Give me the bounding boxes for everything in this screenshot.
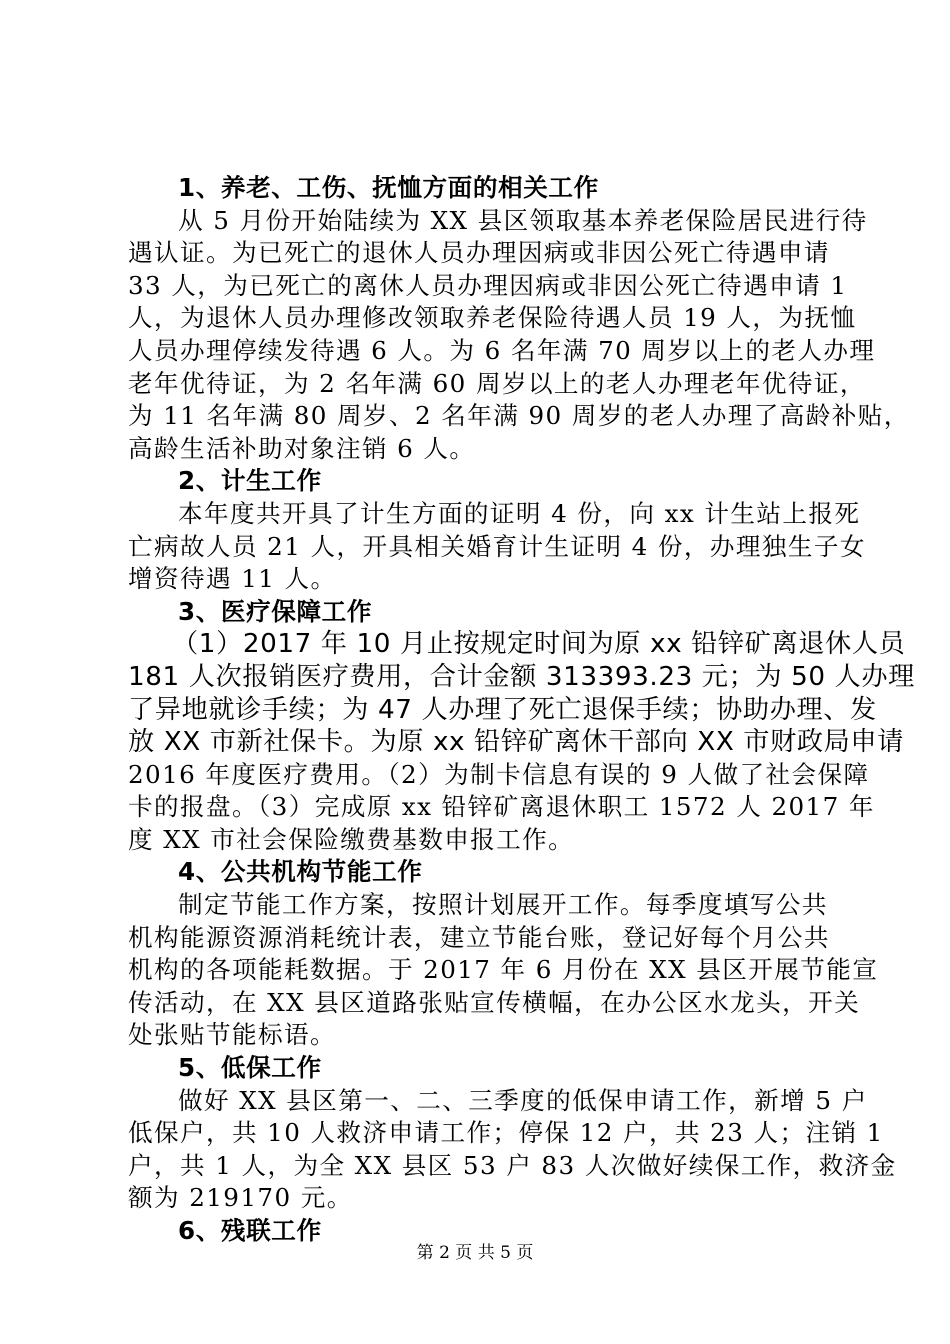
paragraph-line: 额为 219170 元。: [128, 1183, 353, 1213]
paragraph-line: 机构的各项能耗数据。于 2017 年 6 月份在 XX 县区开展节能宣: [128, 955, 879, 985]
section-heading: 2、计生工作: [178, 466, 322, 496]
paragraph-line: 机构能源资源消耗统计表，建立节能台账，登记好每个月公共: [128, 922, 830, 952]
paragraph-line: 做好 XX 县区第一、二、三季度的低保申请工作，新增 5 户: [178, 1085, 868, 1115]
paragraph-line: 卡的报盘。（3）完成原 xx 铅锌矿离退休职工 1572 人 2017 年: [128, 792, 875, 822]
paragraph-line: 人员办理停续发待遇 6 人。为 6 名年满 70 周岁以上的老人办理: [128, 335, 876, 365]
section-heading: 5、低保工作: [178, 1053, 322, 1083]
section-heading: 1、养老、工伤、抚恤方面的相关工作: [178, 173, 599, 202]
section-heading: 3、医疗保障工作: [178, 596, 373, 626]
page-footer: 第 2 页 共 5 页: [416, 1243, 534, 1263]
section-heading: 4、公共机构节能工作: [178, 857, 423, 887]
document-body: [128, 172, 915, 1248]
paragraph-line: 制定节能工作方案，按照计划展开工作。每季度填写公共: [178, 890, 828, 920]
paragraph-line: 低保户，共 10 人救济申请工作；停保 12 户，共 23 人；注销 1: [128, 1118, 884, 1148]
paragraph-line: 181 人次报销医疗费用，合计金额 313393.23 元；为 50 人办理: [128, 661, 915, 692]
paragraph-line: 2016 年度医疗费用。（2）为制卡信息有误的 9 人做了社会保障: [128, 759, 870, 789]
section-heading: 6、残联工作: [178, 1216, 322, 1245]
paragraph-line: 放 XX 市新社保卡。为原 xx 铅锌矿离休干部向 XX 市财政局申请: [128, 727, 905, 758]
paragraph-line: 遇认证。为已死亡的退休人员办理因病或非因公死亡待遇申请: [128, 238, 830, 268]
paragraph-line: 度 XX 市社会保险缴费基数申报工作。: [128, 824, 575, 854]
paragraph-line: 人，为退休人员办理修改领取养老保险待遇人员 19 人，为抚恤: [128, 303, 857, 333]
paragraph-line: 处张贴节能标语。: [128, 1020, 336, 1050]
paragraph-line: 户，共 1 人，为全 XX 县区 53 户 83 人次做好续保工作，救济金: [128, 1150, 897, 1180]
paragraph-line: 亡病故人员 21 人，开具相关婚育计生证明 4 份，办理独生子女: [128, 531, 866, 561]
paragraph-line: 本年度共开具了计生方面的证明 4 份，向 xx 计生站上报死: [178, 498, 861, 528]
paragraph-line: 增资待遇 11 人。: [128, 564, 337, 594]
paragraph-line: 了异地就诊手续；为 47 人办理了死亡退保手续；协助办理、发: [128, 694, 877, 725]
paragraph-line: 33 人，为已死亡的离休人员办理因病或非因公死亡待遇申请 1: [128, 270, 848, 300]
paragraph-line: 传活动，在 XX 县区道路张贴宣传横幅，在办公区水龙头，开关: [128, 987, 861, 1017]
paragraph-line: （1）2017 年 10 月止按规定时间为原 xx 铅锌矿离退休人员: [172, 629, 906, 660]
paragraph-line: 老年优待证，为 2 名年满 60 周岁以上的老人办理老年优待证，: [128, 368, 866, 398]
paragraph-line: 从 5 月份开始陆续为 XX 县区领取基本养老保险居民进行待: [178, 205, 868, 235]
paragraph-line: 为 11 名年满 80 周岁、2 名年满 90 周岁的老人办理了高龄补贴，: [128, 401, 910, 431]
paragraph-line: 高龄生活补助对象注销 6 人。: [128, 433, 476, 463]
